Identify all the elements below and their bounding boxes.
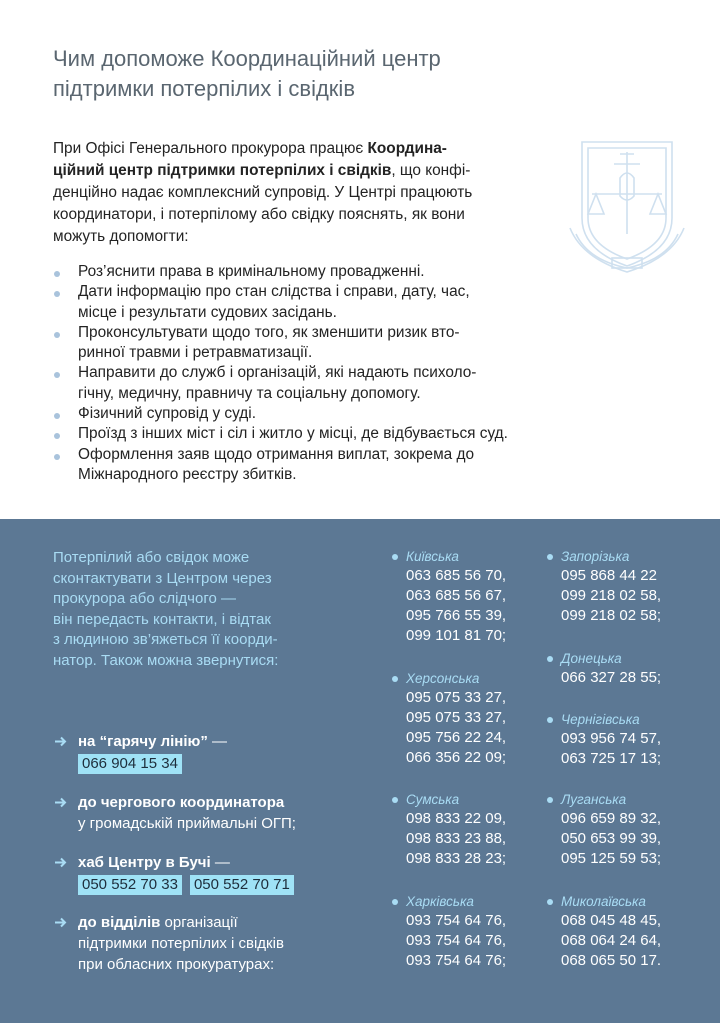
intro-line: денційно надає комплексний супровід. У Центрі працюють bbox=[53, 184, 473, 201]
list-item bbox=[53, 445, 533, 486]
list-item bbox=[53, 262, 533, 282]
bullet-dot-icon bbox=[54, 291, 60, 297]
lead-line: з людиною зв’яжеться її коорди- bbox=[53, 631, 278, 648]
intro-bold-text: ційний центр підтримки потерпілих і свідків bbox=[53, 162, 392, 179]
hub-phone-1[interactable]: 050 552 70 33 bbox=[78, 875, 182, 895]
contact-duty bbox=[53, 792, 373, 834]
list-item-text: Проїзд з інших міст і сіл і житло у місці, де відбувається суд. bbox=[78, 425, 508, 443]
hub-dash: — bbox=[210, 854, 230, 871]
contacts-lead bbox=[53, 548, 353, 671]
list-item bbox=[53, 404, 533, 424]
contact-hotline bbox=[53, 731, 373, 774]
region-phone[interactable]: 096 659 89 32, bbox=[561, 810, 662, 827]
dept-line: при обласних прокуратурах: bbox=[78, 956, 275, 973]
region-phone[interactable]: 095 125 59 53; bbox=[561, 850, 662, 867]
bullet-dot-icon bbox=[547, 899, 553, 905]
list-item-text: місце і результати судових засідань. bbox=[78, 303, 337, 321]
region-phone[interactable]: 093 754 64 76, bbox=[406, 932, 507, 949]
region-phone[interactable]: 068 064 24 64, bbox=[561, 932, 662, 949]
dept-label: до відділів bbox=[78, 914, 161, 931]
region-name: Луганська bbox=[561, 792, 627, 807]
region-name: Херсонська bbox=[406, 671, 480, 686]
lead-line: прокурора або слідчого — bbox=[53, 590, 236, 607]
intro-line: можуть допомогти: bbox=[53, 228, 189, 245]
list-item-text: ринної травми і ретравматизації. bbox=[78, 344, 313, 362]
region-phone[interactable]: 068 045 48 45, bbox=[561, 912, 662, 929]
hotline-label: на “гарячу лінію” bbox=[78, 733, 208, 750]
page-title-line: підтримки потерпілих і свідків bbox=[53, 76, 356, 101]
page-title bbox=[53, 44, 573, 104]
region-zaporizhzhia bbox=[545, 548, 661, 626]
region-phone[interactable]: 099 218 02 58; bbox=[561, 607, 662, 624]
bullet-dot-icon bbox=[54, 433, 60, 439]
region-name: Запорізька bbox=[561, 549, 630, 564]
bullet-dot-icon bbox=[54, 271, 60, 277]
region-sumy bbox=[390, 791, 506, 869]
region-phone[interactable]: 098 833 28 23; bbox=[406, 850, 507, 867]
list-item-text: Проконсультувати щодо того, як зменшити ризик вто- bbox=[78, 323, 460, 341]
region-phone[interactable]: 098 833 23 88, bbox=[406, 830, 507, 847]
intro-bold-text: Координа- bbox=[367, 140, 447, 157]
bullet-dot-icon bbox=[547, 554, 553, 560]
list-item-text: Роз’яснити права в кримінальному провадженні. bbox=[78, 263, 425, 280]
intro-line: координатори, і потерпілому або свідку пояснять, як вони bbox=[53, 206, 465, 223]
list-item-text: Дати інформацію про стан слідства і справи, дату, час, bbox=[78, 283, 470, 301]
region-phone[interactable]: 068 065 50 17. bbox=[561, 952, 662, 969]
region-name: Харківська bbox=[406, 894, 474, 909]
region-name: Миколаївська bbox=[561, 894, 646, 909]
region-phone[interactable]: 095 756 22 24, bbox=[406, 729, 507, 746]
region-kyiv bbox=[390, 548, 506, 646]
contact-departments bbox=[53, 912, 373, 975]
bullet-dot-icon bbox=[54, 454, 60, 460]
list-item-text: Оформлення заяв щодо отримання виплат, зокрема до bbox=[78, 445, 475, 463]
list-item bbox=[53, 424, 533, 444]
hotline-dash: — bbox=[207, 733, 228, 750]
arrow-right-icon bbox=[53, 912, 69, 933]
region-name: Київська bbox=[406, 549, 459, 564]
region-luhansk bbox=[545, 791, 661, 869]
arrow-right-icon bbox=[53, 792, 69, 813]
region-chernihiv bbox=[545, 711, 661, 769]
hub-phone-2[interactable]: 050 552 70 71 bbox=[190, 875, 294, 895]
hotline-phone[interactable]: 066 904 15 34 bbox=[78, 754, 182, 774]
intro-text: , що конфі- bbox=[391, 162, 471, 179]
region-phone[interactable]: 063 725 17 13; bbox=[561, 750, 662, 767]
region-phone[interactable]: 050 653 99 39, bbox=[561, 830, 662, 847]
list-item bbox=[53, 363, 533, 404]
region-phone[interactable]: 095 766 55 39, bbox=[406, 607, 507, 624]
region-phone[interactable]: 063 685 56 70, bbox=[406, 567, 507, 584]
hub-label: хаб Центру в Бучі bbox=[78, 854, 211, 871]
region-name: Сумська bbox=[406, 792, 460, 807]
region-name: Чернігівська bbox=[561, 712, 640, 727]
dept-post: організації bbox=[160, 914, 238, 931]
lead-line: він передасть контакти, і відтак bbox=[53, 610, 271, 628]
duty-label: до чергового координатора bbox=[78, 794, 285, 811]
list-item bbox=[53, 282, 533, 323]
bullet-dot-icon bbox=[54, 413, 60, 419]
bullet-dot-icon bbox=[392, 554, 398, 560]
dept-line: підтримки потерпілих і свідків bbox=[78, 935, 284, 952]
lead-line: сконтактувати з Центром через bbox=[53, 569, 272, 587]
region-mykolaiv bbox=[545, 893, 661, 971]
intro-paragraph bbox=[53, 138, 533, 248]
region-phone[interactable]: 093 754 64 76; bbox=[406, 952, 507, 969]
bullet-dot-icon bbox=[547, 656, 553, 662]
region-phone[interactable]: 098 833 22 09, bbox=[406, 810, 507, 827]
list-item-text: Міжнародного реєстру збитків. bbox=[78, 465, 297, 483]
list-item bbox=[53, 323, 533, 364]
duty-sub: у громадській приймальні ОГП; bbox=[78, 815, 296, 832]
region-phone[interactable]: 095 075 33 27, bbox=[406, 709, 507, 726]
intro-line bbox=[53, 138, 533, 160]
bullet-dot-icon bbox=[54, 332, 60, 338]
region-phone[interactable]: 095 868 44 22 bbox=[561, 567, 657, 584]
arrow-right-icon bbox=[53, 731, 69, 752]
list-item-text: Фізичний супровід у суді. bbox=[78, 405, 256, 423]
list-item-text: Направити до служб і організацій, які надають психоло- bbox=[78, 364, 477, 382]
intro-text: При Офісі Генерального прокурора працює bbox=[53, 140, 368, 157]
region-phone[interactable]: 099 218 02 58, bbox=[561, 587, 662, 604]
intro-line bbox=[53, 160, 533, 182]
bullet-dot-icon bbox=[392, 899, 398, 905]
region-phone[interactable]: 066 327 28 55; bbox=[561, 669, 662, 686]
page-title-line: Чим допоможе Координаційний центр bbox=[53, 46, 441, 71]
region-phone[interactable]: 063 685 56 67, bbox=[406, 587, 507, 604]
region-phone[interactable]: 095 075 33 27, bbox=[406, 689, 507, 706]
bullet-dot-icon bbox=[547, 717, 553, 723]
bullet-dot-icon bbox=[392, 676, 398, 682]
list-item-text: гічну, медичну, правничу та соціальну допомогу. bbox=[78, 384, 421, 402]
bullet-dot-icon bbox=[547, 797, 553, 803]
prosecutor-emblem-icon bbox=[562, 138, 692, 276]
lead-line: Потерпілий або свідок може bbox=[53, 549, 250, 566]
region-kharkiv bbox=[390, 893, 506, 971]
region-name: Донецька bbox=[561, 651, 622, 666]
help-list bbox=[53, 262, 533, 485]
bullet-dot-icon bbox=[392, 797, 398, 803]
bullet-dot-icon bbox=[54, 372, 60, 378]
lead-line: натор. Також можна звернутися: bbox=[53, 651, 279, 669]
region-phone[interactable]: 093 956 74 57, bbox=[561, 730, 662, 747]
contact-hub bbox=[53, 852, 373, 895]
region-donetsk bbox=[545, 650, 661, 688]
region-phone[interactable]: 066 356 22 09; bbox=[406, 749, 507, 766]
arrow-right-icon bbox=[53, 852, 69, 873]
region-phone[interactable]: 099 101 81 70; bbox=[406, 627, 507, 644]
region-phone[interactable]: 093 754 64 76, bbox=[406, 912, 507, 929]
region-kherson bbox=[390, 670, 506, 768]
